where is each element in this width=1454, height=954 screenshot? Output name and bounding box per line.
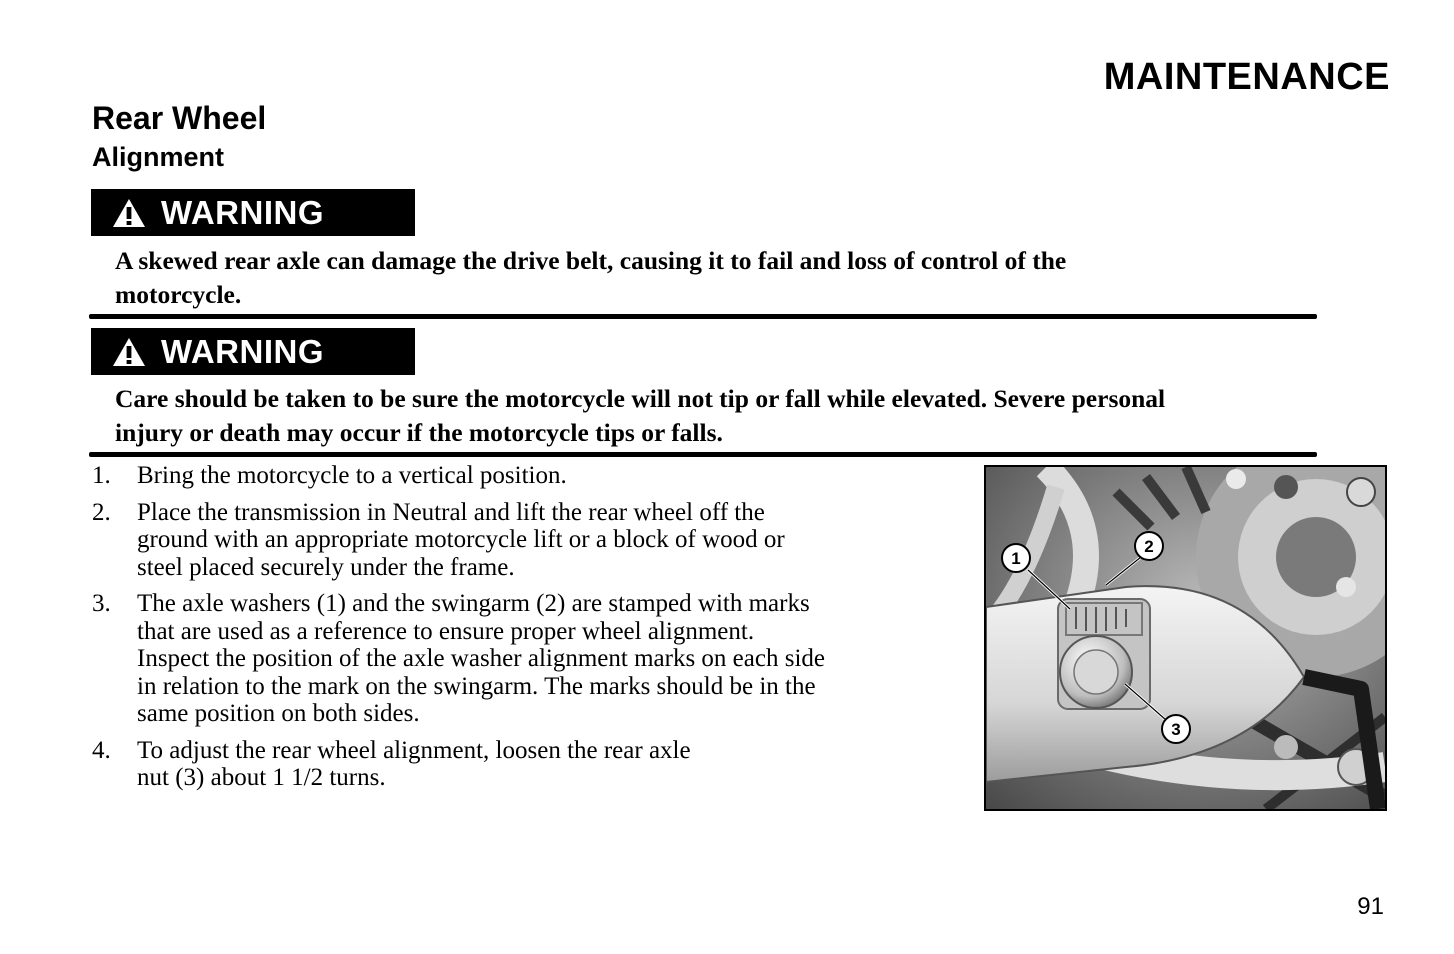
- warning-label: WARNING: [161, 332, 324, 370]
- page-subheading: Alignment: [92, 142, 224, 172]
- warning-text: [115, 382, 1295, 450]
- page-number: 91: [1357, 893, 1384, 920]
- step-line: Bring the motorcycle to a vertical position.: [137, 462, 567, 489]
- step-item: [92, 590, 922, 728]
- callout-label: 2: [1144, 537, 1154, 556]
- warning-badge: [91, 328, 415, 375]
- step-item: [92, 462, 922, 490]
- step-number: 1.: [92, 462, 111, 489]
- page-heading: Rear Wheel: [92, 100, 267, 136]
- step-line: same position on both sides.: [137, 700, 420, 727]
- warning-text-line: A skewed rear axle can damage the drive belt, causing it to fail and loss of control of the: [115, 246, 1067, 275]
- warning-text-line: Care should be taken to be sure the motorcycle will not tip or fall while elevated. Severe personal: [115, 384, 1166, 413]
- step-line: nut (3) about 1 1/2 turns.: [137, 764, 386, 791]
- exclamation-triangle-icon: [111, 336, 147, 368]
- warning-text-line: motorcycle.: [115, 280, 242, 309]
- step-line: steel placed securely under the frame.: [137, 553, 515, 581]
- step-line: ground with an appropriate motorcycle lift or a block of wood or: [137, 526, 785, 553]
- step-number: 3.: [92, 590, 111, 617]
- step-number: 2.: [92, 498, 111, 526]
- step-line: Place the transmission in Neutral and lift the rear wheel off the: [137, 498, 765, 526]
- divider: [89, 452, 1317, 457]
- callout-label: 1: [1011, 549, 1021, 568]
- step-line: The axle washers (1) and the swingarm (2) are stamped with marks: [137, 590, 810, 617]
- step-item: [92, 499, 922, 582]
- step-number: 4.: [92, 736, 111, 764]
- step-item: [92, 737, 922, 792]
- exclamation-triangle-icon: [111, 197, 147, 229]
- section-title: MAINTENANCE: [1103, 56, 1390, 98]
- axle-photo-illustration: [986, 467, 1385, 809]
- axle-alignment-photo: [984, 465, 1387, 811]
- step-line: in relation to the mark on the swingarm. The marks should be in the: [137, 672, 816, 700]
- warning-badge: [91, 189, 415, 236]
- step-list: [92, 462, 922, 801]
- callout-label: 3: [1171, 720, 1181, 739]
- warning-text: [115, 244, 1295, 312]
- step-line: To adjust the rear wheel alignment, loosen the rear axle: [137, 736, 691, 764]
- callout-1: [1002, 544, 1030, 572]
- divider: [89, 314, 1317, 319]
- callout-2: [1135, 532, 1163, 560]
- step-line: Inspect the position of the axle washer alignment marks on each side: [137, 645, 825, 672]
- warning-label: WARNING: [161, 193, 324, 231]
- callout-3: [1162, 715, 1190, 743]
- step-line: that are used as a reference to ensure proper wheel alignment.: [137, 617, 755, 645]
- warning-text-line: injury or death may occur if the motorcycle tips or falls.: [115, 418, 723, 447]
